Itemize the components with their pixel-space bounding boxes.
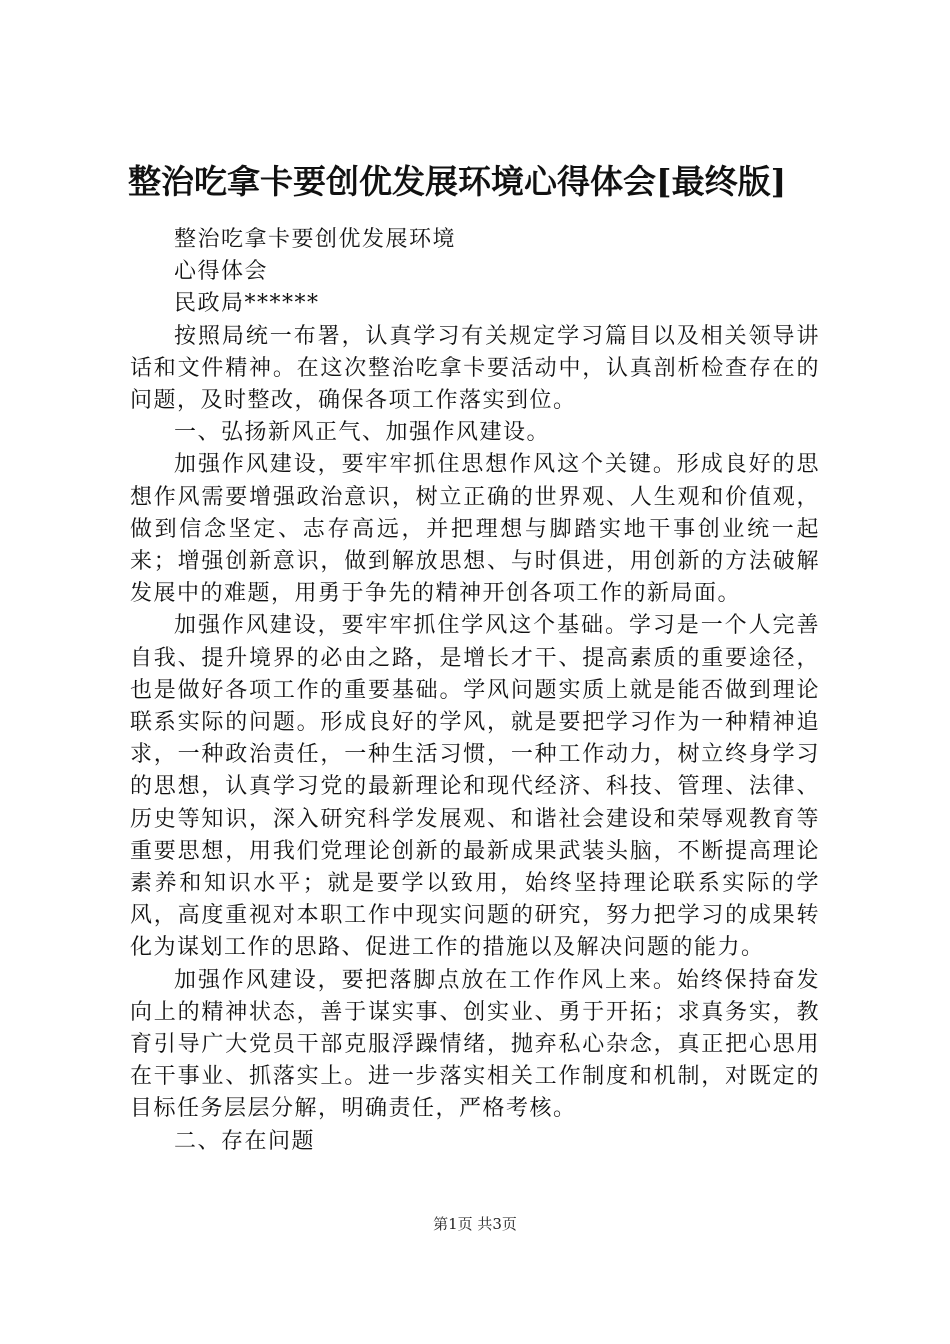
author-line: 民政局****** bbox=[174, 291, 320, 317]
subtitle-line-1: 整治吃拿卡要创优发展环境 bbox=[174, 227, 457, 252]
subtitle-line-2: 心得体会 bbox=[174, 259, 269, 285]
section-heading-1: 一、弘扬新风正气、加强作风建设。 bbox=[174, 420, 551, 446]
body-paragraph: 加强作风建设，要牢牢抓住思想作风这个关键。形成良好的思想作风需要增强政治意识，树立正确的世界观、人生观和价值观，做到信念坚定、志存高远，并把理想与脚踏实地干事创业统一起来；增强创新意识，做到解放思想、与时俱进，用创新的方法破解发展中的难题，用勇于争先的精神开创各项工作的新局面。 bbox=[130, 452, 820, 607]
document-title: 整治吃拿卡要创优发展环境心得体会[最终版] bbox=[128, 162, 787, 201]
body-paragraph: 加强作风建设，要牢牢抓住学风这个基础。学习是一个人完善自我、提升境界的必由之路，是增长才干、提高素质的重要途径，也是做好各项工作的重要基础。学风问题实质上就是能否做到理论联系实际的问题。形成良好的学风，就是要把学习作为一种精神追求，一种政治责任，一种生活习惯，一种工作动力，树立终身学习的思想，认真学习党的最新理论和现代经济、科技、管理、法律、历史等知识，深入研究科学发展观、和谐社会建设和荣辱观教育等重要思想，用我们党理论创新的最新成果武装头脑，不断提高理论素养和知识水平；就是要学以致用，始终坚持理论联系实际的学风，高度重视对本职工作中现实问题的研究，努力把学习的成果转化为谋划工作的思路、促进工作的措施以及解决问题的能力。 bbox=[130, 613, 820, 961]
body-paragraph: 加强作风建设，要把落脚点放在工作作风上来。始终保持奋发向上的精神状态，善于谋实事、创实业、勇于开拓；求真务实，教育引导广大党员干部克服浮躁情绪，抛弃私心杂念，真正把心思用在干事业、抓落实上。进一步落实相关工作制度和机制，对既定的目标任务层层分解，明确责任，严格考核。 bbox=[130, 967, 820, 1122]
section-heading-2: 二、存在问题 bbox=[174, 1128, 316, 1154]
page-footer: 第1页 共3页 bbox=[433, 1215, 517, 1233]
document-body bbox=[130, 224, 820, 1158]
intro-paragraph: 按照局统一布署，认真学习有关规定学习篇目以及相关领导讲话和文件精神。在这次整治吃拿卡要活动中，认真剖析检查存在的问题，及时整改，确保各项工作落实到位。 bbox=[130, 323, 820, 414]
